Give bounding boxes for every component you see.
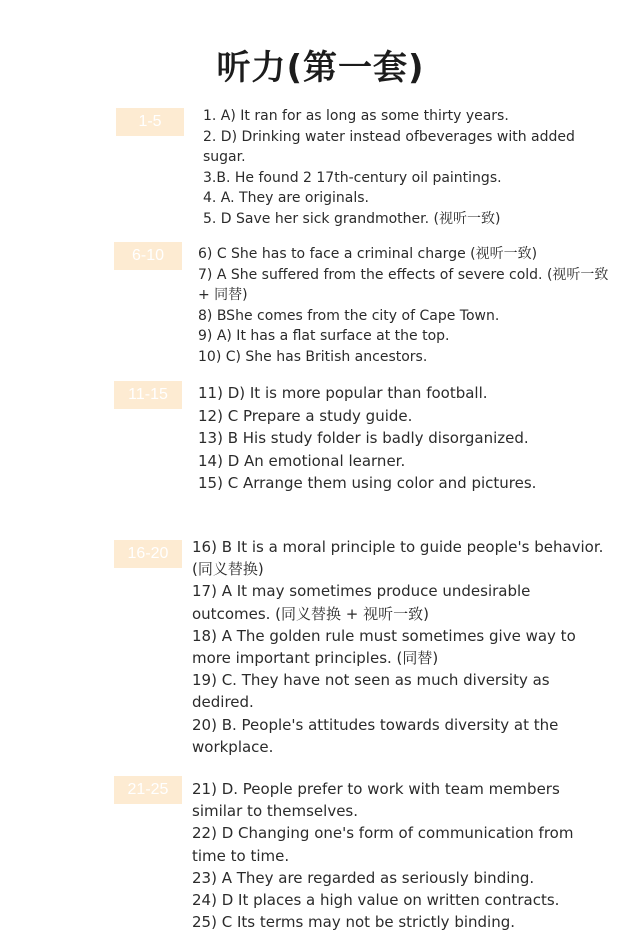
- answer-item: 3.B. He found 2 17th-century oil paintings.: [203, 169, 502, 186]
- answer-list: [203, 106, 603, 229]
- section-range-badge: 16-20: [114, 540, 182, 568]
- answer-item: 10) C) She has British ancestors.: [198, 348, 428, 365]
- answer-item: 18) A The golden rule must sometimes give way to more important principles. (同替): [192, 626, 576, 668]
- answer-item: 23) A They are regarded as seriously binding.: [192, 868, 535, 887]
- section-range-badge: 11-15: [114, 381, 182, 409]
- answer-item: 8) BShe comes from the city of Cape Town.: [198, 307, 500, 324]
- answer-item: 5. D Save her sick grandmother. (视听一致): [203, 210, 501, 227]
- answer-item: 15) C Arrange them using color and pictures.: [198, 474, 537, 492]
- section-range-badge: 1-5: [116, 108, 184, 136]
- section-range-badge: 21-25: [114, 776, 182, 804]
- answer-list: [192, 778, 612, 933]
- answer-item: 14) D An emotional learner.: [198, 451, 406, 470]
- answer-item: 1. A) It ran for as long as some thirty years.: [203, 108, 509, 124]
- answer-item: 2. D) Drinking water instead ofbeverages with added sugar.: [203, 128, 575, 165]
- section-range-badge: 6-10: [114, 242, 182, 270]
- answer-item: 20) B. People's attitudes towards diversity at the workplace.: [192, 715, 559, 756]
- answer-item: 17) A It may sometimes produce undesirable outcomes. (同义替换 + 视听一致): [192, 582, 531, 623]
- answer-list: [198, 382, 598, 495]
- answer-item: 13) B His study folder is badly disorganized.: [198, 429, 529, 447]
- answer-item: 12) C Prepare a study guide.: [198, 406, 413, 425]
- answer-item: 6) C She has to face a criminal charge (视听一致): [198, 246, 538, 262]
- answer-list: [198, 244, 618, 367]
- answer-item: 16) B It is a moral principle to guide people's behavior. (同义替换): [192, 538, 604, 579]
- page-title: 听力(第一套): [216, 48, 425, 88]
- answer-item: 22) D Changing one's form of communication from time to time.: [192, 824, 574, 865]
- answer-item: 9) A) It has a flat surface at the top.: [198, 328, 450, 344]
- answer-item: 4. A. They are originals.: [203, 190, 369, 206]
- answer-item: 24) D It places a high value on written contracts.: [192, 891, 560, 910]
- answer-item: 25) C Its terms may not be strictly binding.: [192, 913, 515, 932]
- answer-item: 11) D) It is more popular than football.: [198, 384, 488, 402]
- answer-item: 19) C. They have not seen as much diversity as dedired.: [192, 671, 550, 712]
- answer-item: 7) A She suffered from the effects of severe cold. (视听一致 + 同替): [198, 266, 609, 303]
- answer-item: 21) D. People prefer to work with team members similar to themselves.: [192, 780, 560, 821]
- answer-list: [192, 536, 612, 758]
